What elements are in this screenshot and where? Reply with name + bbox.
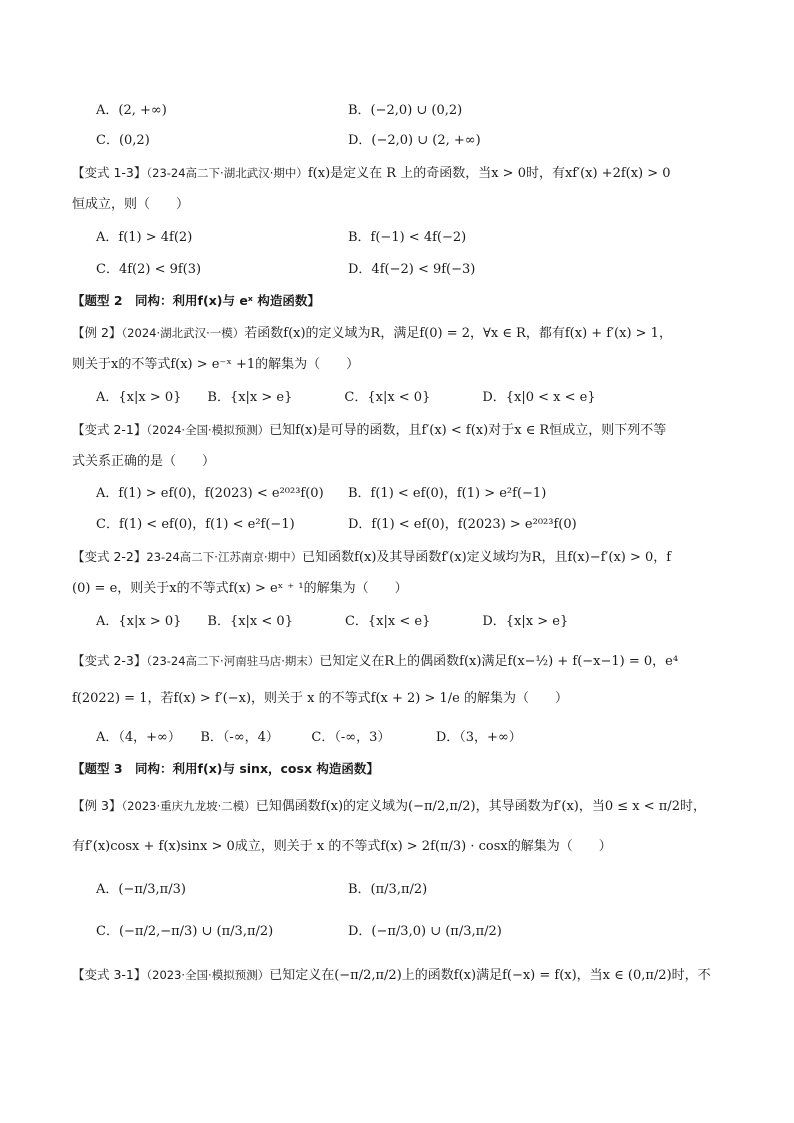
text-line (72, 453, 215, 471)
option-right: D．4f(−2) < 9f(−3) (348, 262, 476, 277)
section-heading: 【题型 2 同构：利用f(x)与 eˣ 构造函数】 (72, 293, 320, 308)
option-right: D．(−2,0) ∪ (2, +∞) (348, 133, 481, 148)
problem-label: 【例 3】 (72, 798, 122, 813)
problem-source: （2024·全国·模拟预测） (146, 423, 270, 437)
option-right: B．(π/3,π/2) (348, 882, 428, 897)
option-right: D．(−π/3,0) ∪ (π/3,π/2) (348, 924, 502, 939)
text-line (72, 690, 568, 708)
problem-source: （2023·重庆九龙坡·二模） (121, 799, 256, 813)
option-right: B．(−2,0) ∪ (0,2) (348, 103, 463, 118)
problem-label: 【变式 1-3】 (72, 165, 147, 180)
problem-label: 【变式 2-3】 (72, 653, 147, 668)
problem-source: （23-24高二下·湖北武汉·期中） (146, 166, 308, 180)
section-heading: 【题型 3 同构：利用f(x)与 sinx，cosx 构造函数】 (72, 761, 379, 776)
option-left: C．(−π/2,−π/3) ∪ (π/3,π/2) (96, 924, 274, 939)
option-right: B．f(1) < ef(0)，f(1) > e²f(−1) (348, 486, 547, 501)
text-line (72, 356, 359, 374)
problem-label: 【例 2】 (72, 325, 122, 340)
line-text: A．{x|x > 0} B．{x|x < 0} C．{x|x < e} D．{x|x > e} (96, 614, 569, 629)
option-row (96, 102, 167, 120)
problem-label: 【变式 3-1】 (72, 967, 147, 982)
text-line (72, 421, 666, 440)
line-text: 则关于x的不等式f(x) > e⁻ˣ +1的解集为（ ） (72, 357, 360, 372)
option-left: A．(−π/3,π/3) (96, 882, 186, 897)
option-row (96, 881, 186, 899)
option-row (96, 516, 295, 534)
text-line (96, 613, 568, 631)
line-text: 已知函数f(x)及其导函数f′(x)定义域均为R，且f(x)−f′(x) > 0，f (302, 550, 672, 565)
line-text: 已知偶函数f(x)的定义域为(−π/2,π/2)，其导函数为f′(x)，当0 ≤ x < π/2时， (255, 799, 706, 814)
line-text: A．（4，+∞） B．（-∞，4） C．（-∞，3） D．（3，+∞） (96, 730, 522, 745)
text-line (72, 196, 189, 214)
option-right: B．f(−1) < 4f(−2) (348, 230, 467, 245)
problem-source: （2024·湖北武汉·一模） (121, 326, 245, 340)
text-line (96, 729, 522, 747)
text-line (96, 389, 596, 407)
option-row (96, 923, 273, 941)
option-row (96, 261, 201, 279)
problem-label: 【变式 2-2】 (72, 549, 147, 564)
text-line (72, 838, 612, 856)
option-right: D．f(1) < ef(0)，f(2023) > e²⁰²³f(0) (348, 517, 577, 532)
line-text: f(2022) = 1，若f(x) > f′(−x)，则关于 x 的不等式f(x + 2) > 1/e 的解集为（ ） (72, 691, 568, 706)
option-left: A．f(1) > 4f(2) (96, 230, 193, 245)
line-text: 有f′(x)cosx + f(x)sinx > 0成立，则关于 x 的不等式f(x) > 2f(π/3) · cosx的解集为（ ） (72, 839, 612, 854)
text-line (72, 580, 408, 598)
text-line (72, 652, 678, 671)
problem-label: 【变式 2-1】 (72, 422, 147, 437)
line-text: f(x)是定义在 R 上的奇函数，当x > 0时，有xf′(x) +2f(x) > 0 (307, 166, 671, 181)
text-line (72, 966, 711, 985)
line-text: (0) = e，则关于x的不等式f(x) > eˣ ⁺ ¹的解集为（ ） (72, 581, 408, 596)
line-text: 已知定义在(−π/2,π/2)上的函数f(x)满足f(−x) = f(x)，当x ∈ (0,π/2)时，不 (269, 968, 711, 983)
option-left: C．(0,2) (96, 133, 150, 148)
problem-source: （2023·全国·模拟预测） (146, 968, 270, 982)
problem-source: 23-24高二下·江苏南京·期中） (146, 550, 303, 564)
option-row (96, 132, 150, 150)
option-left: A．f(1) > ef(0)，f(2023) < e²⁰²³f(0) (96, 486, 324, 501)
line-text: 恒成立，则（ ） (72, 197, 190, 212)
option-left: A．(2, +∞) (96, 103, 167, 118)
line-text: 若函数f(x)的定义域为R，满足f(0) = 2，∀x ∈ R，都有f(x) + f′(x) > 1， (244, 326, 672, 341)
text-line (72, 797, 706, 816)
text-line (72, 164, 671, 183)
problem-source: （23-24高二下·河南驻马店·期末） (146, 654, 320, 668)
option-row (96, 229, 192, 247)
line-text: 已知f(x)是可导的函数，且f′(x) < f(x)对于x ∈ R恒成立，则下列不等 (269, 423, 667, 438)
text-line (72, 548, 671, 567)
option-row (96, 485, 324, 503)
line-text: A．{x|x > 0} B．{x|x > e} C．{x|x < 0} D．{x|0 < x < e} (96, 390, 596, 405)
text-line (72, 324, 672, 343)
line-text: 已知定义在R上的偶函数f(x)满足f(x−½) + f(−x−1) = 0，e⁴ (319, 654, 679, 669)
option-left: C．f(1) < ef(0)，f(1) < e²f(−1) (96, 517, 295, 532)
option-left: C．4f(2) < 9f(3) (96, 262, 202, 277)
line-text: 式关系正确的是（ ） (72, 454, 216, 469)
